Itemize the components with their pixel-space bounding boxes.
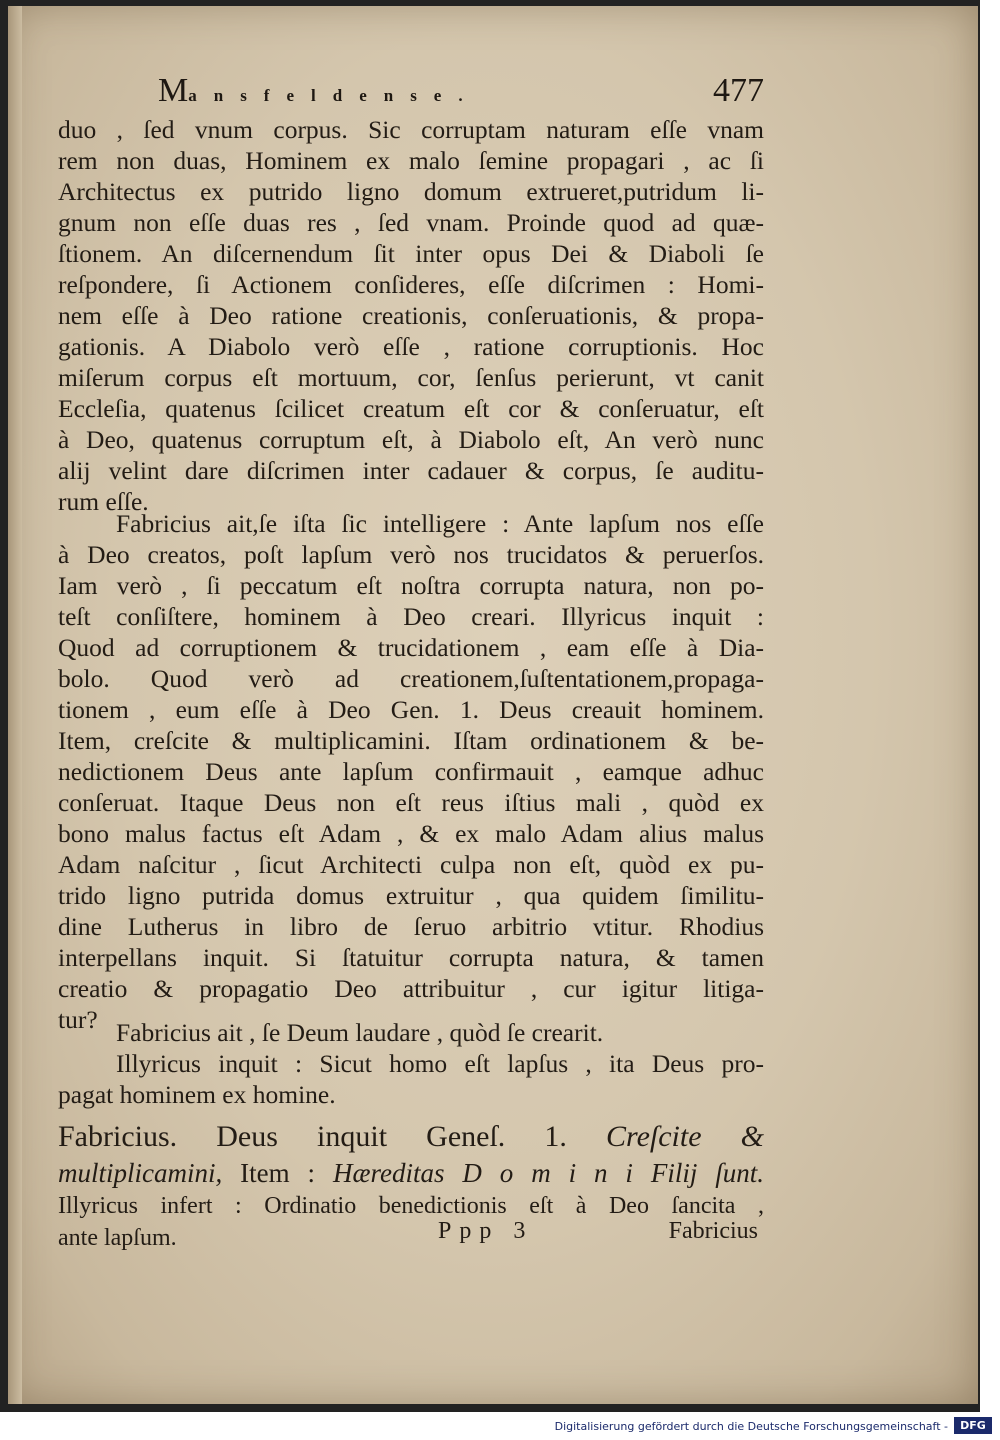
running-head-rest: ansfeldense. [188,86,480,105]
text-line: rem non duas, Hominem ex malo ſemine propagari , ac ſi [58,146,764,175]
text-line: Quod ad corruptionem & trucidationem , eam eſſe à Dia- [58,633,764,662]
text-line: à Deo, quatenus corruptum eſt, à Diabolo eſt, An verò nunc [58,425,764,454]
text-line: Architectus ex putrido ligno domum extrueret,putridum li- [58,177,764,206]
text-line: duo , ſed vnum corpus. Sic corruptam naturam eſſe vnam [58,115,764,144]
text-line: Illyricus inquit : Sicut homo eſt lapſus , ita Deus pro- [116,1049,764,1078]
text-line: tionem , eum eſſe à Deo Gen. 1. Deus creauit hominem. [58,695,764,724]
catchword: Fabricius [668,1218,758,1244]
text-line: ante lapſum. [58,1225,177,1251]
italic-quote: Hæreditas D o m i n i Filij ſunt. [332,1158,764,1188]
text-line: conſeruat. Itaque Deus non eſt reus iſtius mali , quòd ex [58,788,764,817]
text-line: teſt conſiſtere, hominem à Deo creari. Illyricus inquit : [58,602,764,631]
text-line: alij velint dare diſcrimen inter cadauer & corpus, ſe auditu- [58,456,764,485]
text-line: bolo. Quod verò ad creationem,ſuſtentationem,propaga- [58,664,764,693]
funding-credit: Digitalisierung gefördert durch die Deutsche Forschungsgemeinschaft - [554,1420,948,1433]
text-line: gnum non eſſe duas res , ſed vnam. Proinde quod ad quæ- [58,208,764,237]
paragraph-1 [58,114,764,517]
text-line: Eccleſia, quatenus ſcilicet creatum eſt cor & conſeruatur, eſt [58,394,764,423]
signature-mark: Ppp 3 [438,1218,534,1244]
text-line: ſtionem. An diſcernendum ſit inter opus Dei & Diaboli ſe [58,239,764,268]
text-line [58,1156,764,1190]
running-head [158,72,480,110]
text-line: Adam naſcitur , ſicut Architecti culpa non eſt, quòd ex pu- [58,850,764,879]
text-line: trido ligno putrida domus extruitur , qua quidem ſimilitu- [58,881,764,910]
text-line: Item, creſcite & multiplicamini. Iſtam ordinationem & be- [58,726,764,755]
text-line: Illyricus infert : Ordinatio benedictionis eſt à Deo ſancita , [58,1193,764,1219]
page-footer [58,1218,764,1250]
text-line: Fabricius ait,ſe iſta ſic intelligere : Ante lapſum nos eſſe [116,509,764,538]
text-line: Fabricius ait , ſe Deum laudare , quòd ſe crearit. [116,1018,604,1047]
text-line: à Deo creatos, poſt lapſum verò nos trucidatos & peruerſos. [58,540,764,569]
speaker-text: Fabricius. Deus inquit Geneſ. 1. [58,1120,607,1153]
text-line: bono malus factus eſt Adam , & ex malo Adam alius malus [58,819,764,848]
text-line: interpellans inquit. Si ſtatuitur corrupta natura, & tamen [58,943,764,972]
text-line: rum eſſe. [58,487,149,516]
item-text: Item : [222,1158,333,1188]
text-line: tur? [58,1005,98,1034]
text-line: miſerum corpus eſt mortuum, cor, ſenſus perierunt, vt canit [58,363,764,392]
text-line: creatio & propagatio Deo attribuitur , cur igitur litiga- [58,974,764,1003]
page-header [158,72,770,112]
paragraph-2 [58,508,764,1035]
text-line: nem eſſe à Deo ratione creationis, conſeruationis, & propa- [58,301,764,330]
text-line: gationis. A Diabolo verò eſſe , ratione corruptionis. Hoc [58,332,764,361]
text-line: nedictionem Deus ante lapſum confirmauit , eamque adhuc [58,757,764,786]
italic-quote: multiplicamini, [58,1158,223,1188]
text-line [58,1118,764,1156]
text-line: reſpondere, ſi Actionem conſideres, eſſe diſcrimen : Homi- [58,270,764,299]
paragraph-3 [58,1017,764,1110]
page-spine-edge [8,6,22,1404]
credit-bar [0,1414,1000,1440]
italic-quote: Creſcite & [606,1120,764,1153]
dfg-logo: DFG [954,1417,992,1434]
page-number: 477 [713,72,764,109]
text-line: dine Lutherus in libro de ſeruo arbitrio vtitur. Rhodius [58,912,764,941]
text-line: pagat hominem ex homine. [58,1080,336,1109]
running-head-initial: M [158,72,189,109]
text-line: Iam verò , ſi peccatum eſt noſtra corrupta natura, non po- [58,571,764,600]
